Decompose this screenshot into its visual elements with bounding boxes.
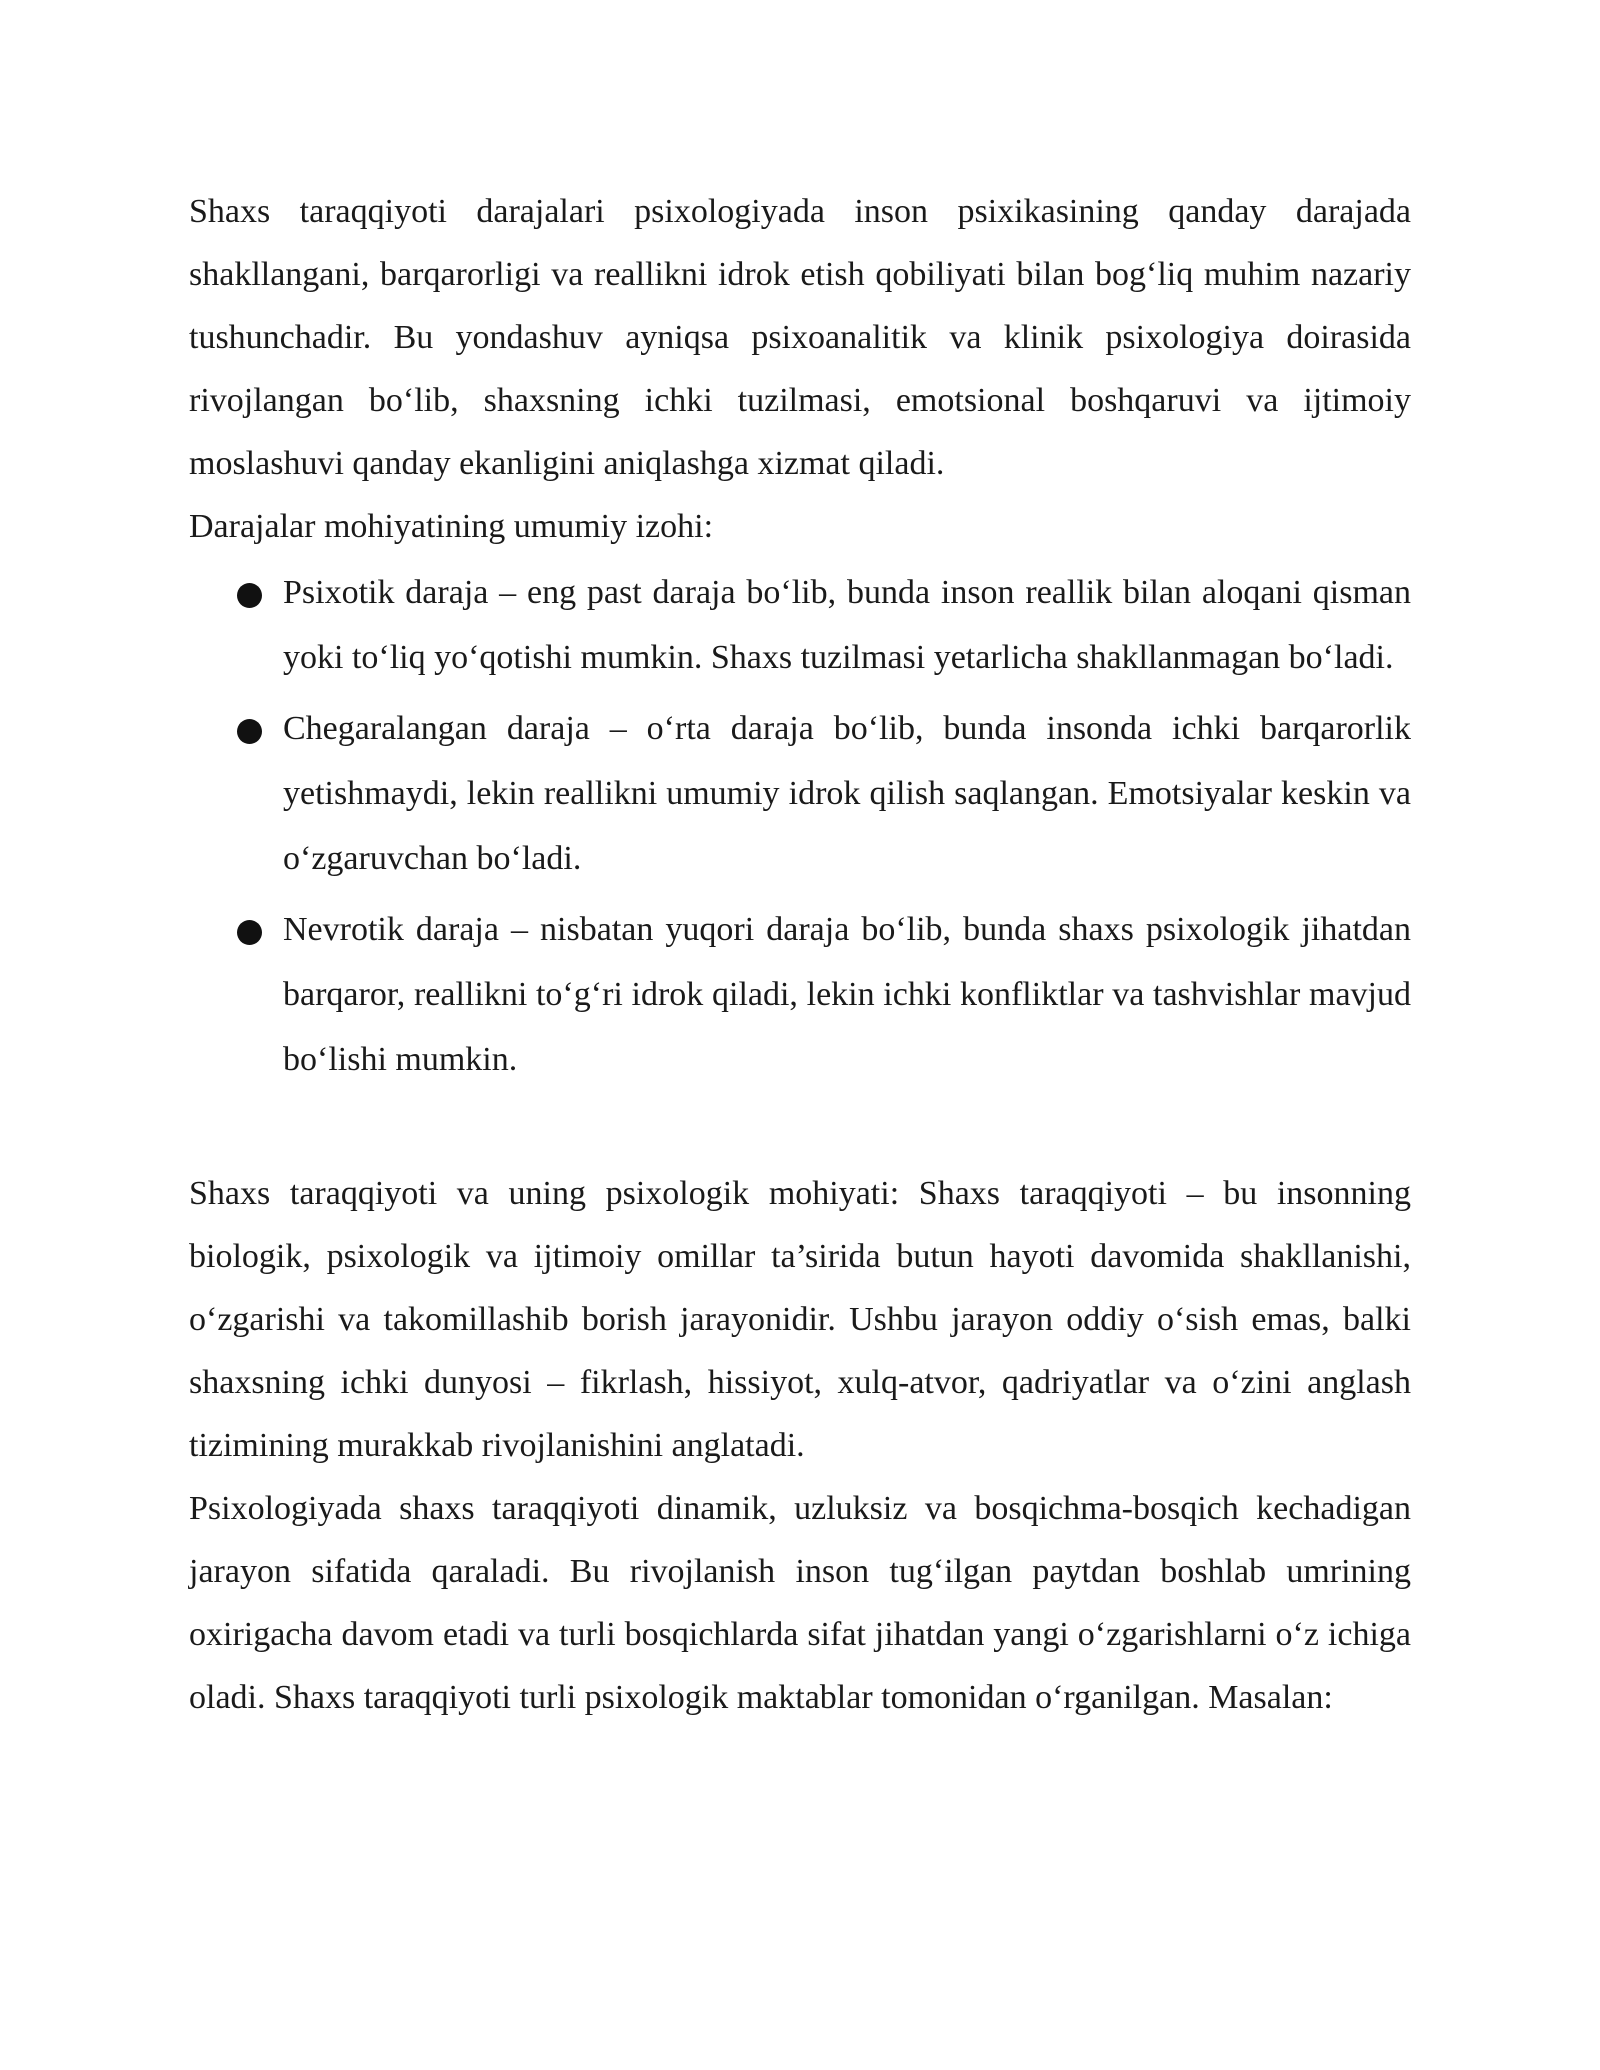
- bullet-icon: [237, 583, 262, 608]
- paragraph-spacer: [189, 1098, 1411, 1162]
- list-item-text: Chegaralangan daraja – o‘rta daraja bo‘lib, bunda insonda ichki barqarorlik yetishmaydi, lekin reallikni umumiy idrok qilish saqlangan. Emotsiyalar keskin va o‘zgaruvchan bo‘ladi.: [283, 710, 1411, 877]
- list-item-neurotic-level: [189, 897, 1411, 1092]
- list-item-text: Psixotik daraja – eng past daraja bo‘lib, bunda inson reallik bilan aloqani qisman yoki to‘liq yo‘qotishi mumkin. Shaxs tuzilmasi yetarlicha shakllanmagan bo‘ladi.: [283, 574, 1411, 676]
- bullet-icon: [237, 719, 262, 744]
- bullet-icon: [237, 920, 262, 945]
- psychology-paragraph: Psixologiyada shaxs taraqqiyoti dinamik, uzluksiz va bosqichma-bosqich kechadigan jarayon sifatida qaraladi. Bu rivojlanish inson tug‘ilgan paytdan boshlab umrining oxirigacha davom etadi va turli bosqichlarda sifat jihatdan yangi o‘zgarishlarni o‘z ichiga oladi. Shaxs taraqqiyoti turli psixologik maktablar tomonidan o‘rganilgan. Masalan:: [189, 1490, 1411, 1716]
- development-paragraph: Shaxs taraqqiyoti va uning psixologik mohiyati: Shaxs taraqqiyoti – bu insonning biologik, psixologik va ijtimoiy omillar ta’sirida butun hayoti davomida shakllanishi, o‘zgarishi va takomillashib borish jarayonidir. Ushbu jarayon oddiy o‘sish emas, balki shaxsning ichki dunyosi – fikrlash, hissiyot, xulq-atvor, qadriyatlar va o‘zini anglash tizimining murakkab rivojlanishini anglatadi.: [189, 1175, 1411, 1464]
- list-item-text: Nevrotik daraja – nisbatan yuqori daraja bo‘lib, bunda shaxs psixologik jihatdan barqaror, reallikni to‘g‘ri idrok qiladi, lekin ichki konfliktlar va tashvishlar mavjud bo‘lishi mumkin.: [283, 911, 1411, 1078]
- levels-list: [189, 560, 1411, 1092]
- list-item-psychotic-level: [189, 560, 1411, 690]
- intro-paragraph: Shaxs taraqqiyoti darajalari psixologiyada inson psixikasining qanday darajada shakllangani, barqarorligi va reallikni idrok etish qobiliyati bilan bog‘liq muhim nazariy tushunchadir. Bu yondashuv ayniqsa psixoanalitik va klinik psixologiya doirasida rivojlangan bo‘lib, shaxsning ichki tuzilmasi, emotsional boshqaruvi va ijtimoiy moslashuvi qanday ekanligini aniqlashga xizmat qiladi.: [189, 193, 1411, 482]
- list-heading: Darajalar mohiyatining umumiy izohi:: [189, 508, 714, 545]
- document-body: [189, 180, 1411, 1729]
- list-item-borderline-level: [189, 696, 1411, 891]
